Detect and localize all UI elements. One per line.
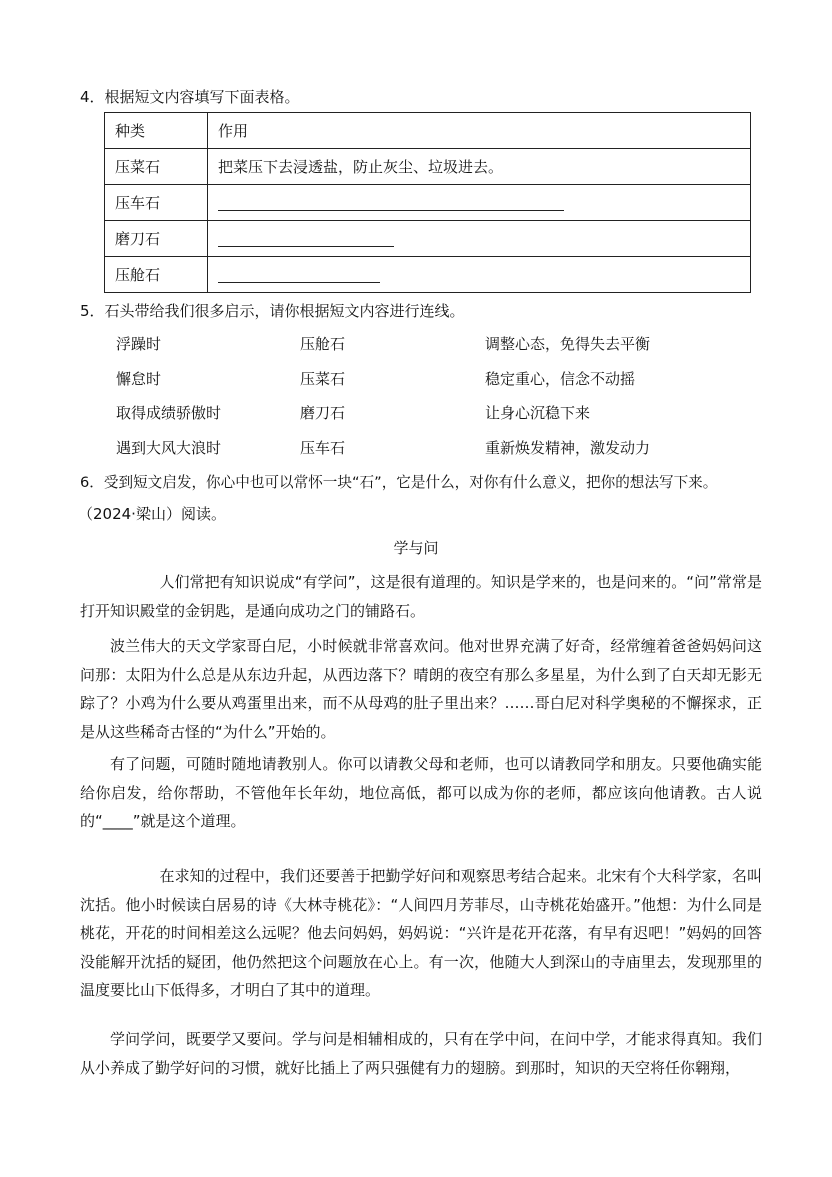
table-cell-kind: 压菜石 <box>105 149 208 185</box>
article-paragraph: 在求知的过程中，我们还要善于把勤学好问和观察思考结合起来。北宋有个大科学家，名叫沈括。他小时候读白居易的诗《大林寺桃花》：“人间四月芳菲尽，山寺桃花始盛开。”他想：为什么同是桃花，开花的时间相差这么远呢？他去问妈妈，妈妈说：“兴许是花开花落，有早有迟吧！”妈妈的回答没能解开沈括的疑团，他仍然把这个问题放在心上。有一次，他随大人到深山的寺庙里去，发现那里的温度要比山下低得多，才明白了其中的道理。 <box>80 867 762 999</box>
match-right-item[interactable]: 重新焕发精神，激发动力 <box>485 439 651 457</box>
table-cell-use-blank[interactable] <box>208 221 751 257</box>
answer-blank-line[interactable] <box>218 232 394 247</box>
match-middle-item[interactable]: 压车石 <box>300 439 346 457</box>
table-row <box>105 221 751 257</box>
match-left-item[interactable]: 懈怠时 <box>116 370 162 388</box>
table-cell-kind: 压车石 <box>105 185 208 221</box>
match-left-item[interactable]: 浮躁时 <box>116 335 162 353</box>
match-middle-item[interactable]: 压菜石 <box>300 370 346 388</box>
match-right-item[interactable]: 调整心态，免得失去平衡 <box>485 335 651 353</box>
table-row <box>105 149 751 185</box>
question-6-prompt: 6．受到短文启发，你心中也可以常怀一块“石”，它是什么，对你有什么意义，把你的想法写下来。 <box>80 474 718 491</box>
stone-usage-table <box>104 112 751 293</box>
match-middle-item[interactable]: 磨刀石 <box>300 404 346 422</box>
article-paragraph: 学问学问，既要学又要问。学与问是相辅相成的，只有在学中问，在问中学，才能求得真知。我们从小养成了勤学好问的习惯，就好比插上了两只强健有力的翅膀。到那时，知识的天空将任你翱翔， <box>80 1030 762 1077</box>
answer-blank-line[interactable] <box>218 268 380 283</box>
table-cell-use-blank[interactable] <box>208 185 751 221</box>
table-cell-use: 把菜压下去浸透盐，防止灰尘、垃圾进去。 <box>208 149 751 185</box>
match-left-item[interactable]: 取得成绩骄傲时 <box>116 404 222 422</box>
table-cell-kind: 压舱石 <box>105 257 208 293</box>
match-right-item[interactable]: 稳定重心，信念不动摇 <box>485 370 636 388</box>
table-row <box>105 185 751 221</box>
table-header-kind: 种类 <box>105 113 208 149</box>
table-row <box>105 257 751 293</box>
answer-blank-line[interactable] <box>218 196 564 211</box>
table-header-use: 作用 <box>208 113 751 149</box>
match-middle-item[interactable]: 压舱石 <box>300 335 346 353</box>
question-5-prompt: 5．石头带给我们很多启示，请你根据短文内容进行连线。 <box>80 302 465 320</box>
article-paragraph: 波兰伟大的天文学家哥白尼，小时候就非常喜欢问。他对世界充满了好奇，经常缠着爸爸妈妈问这问那：太阳为什么总是从东边升起，从西边落下？晴朗的夜空有那么多星星，为什么到了白天却无影无踪了？小鸡为什么要从鸡蛋里出来，而不从母鸡的肚子里出来？……哥白尼对科学奥秘的不懈探求，正是从这些稀奇古怪的“为什么”开始的。 <box>80 637 762 741</box>
match-right-item[interactable]: 让身心沉稳下来 <box>485 404 591 422</box>
table-cell-use-blank[interactable] <box>208 257 751 293</box>
question-4-prompt: 4．根据短文内容填写下面表格。 <box>80 88 300 106</box>
match-left-item[interactable]: 遇到大风大浪时 <box>116 439 222 457</box>
table-cell-kind: 磨刀石 <box>105 221 208 257</box>
reading-source: （2024·梁山）阅读。 <box>78 505 226 523</box>
article-paragraph: 人们常把有知识说成“有学问”，这是很有道理的。知识是学来的，也是问来的。“问”常常是打开知识殿堂的金钥匙，是通向成功之门的铺路石。 <box>80 573 762 620</box>
article-paragraph: 有了问题，可随时随地请教别人。你可以请教父母和老师，也可以请教同学和朋友。只要他确实能给你启发，给你帮助，不管他年长年幼，地位高低，都可以成为你的老师，都应该向他请教。古人说的“____”就是这个道理。 <box>80 755 762 830</box>
table-header-row <box>105 113 751 149</box>
article-title: 学与问 <box>393 539 439 557</box>
